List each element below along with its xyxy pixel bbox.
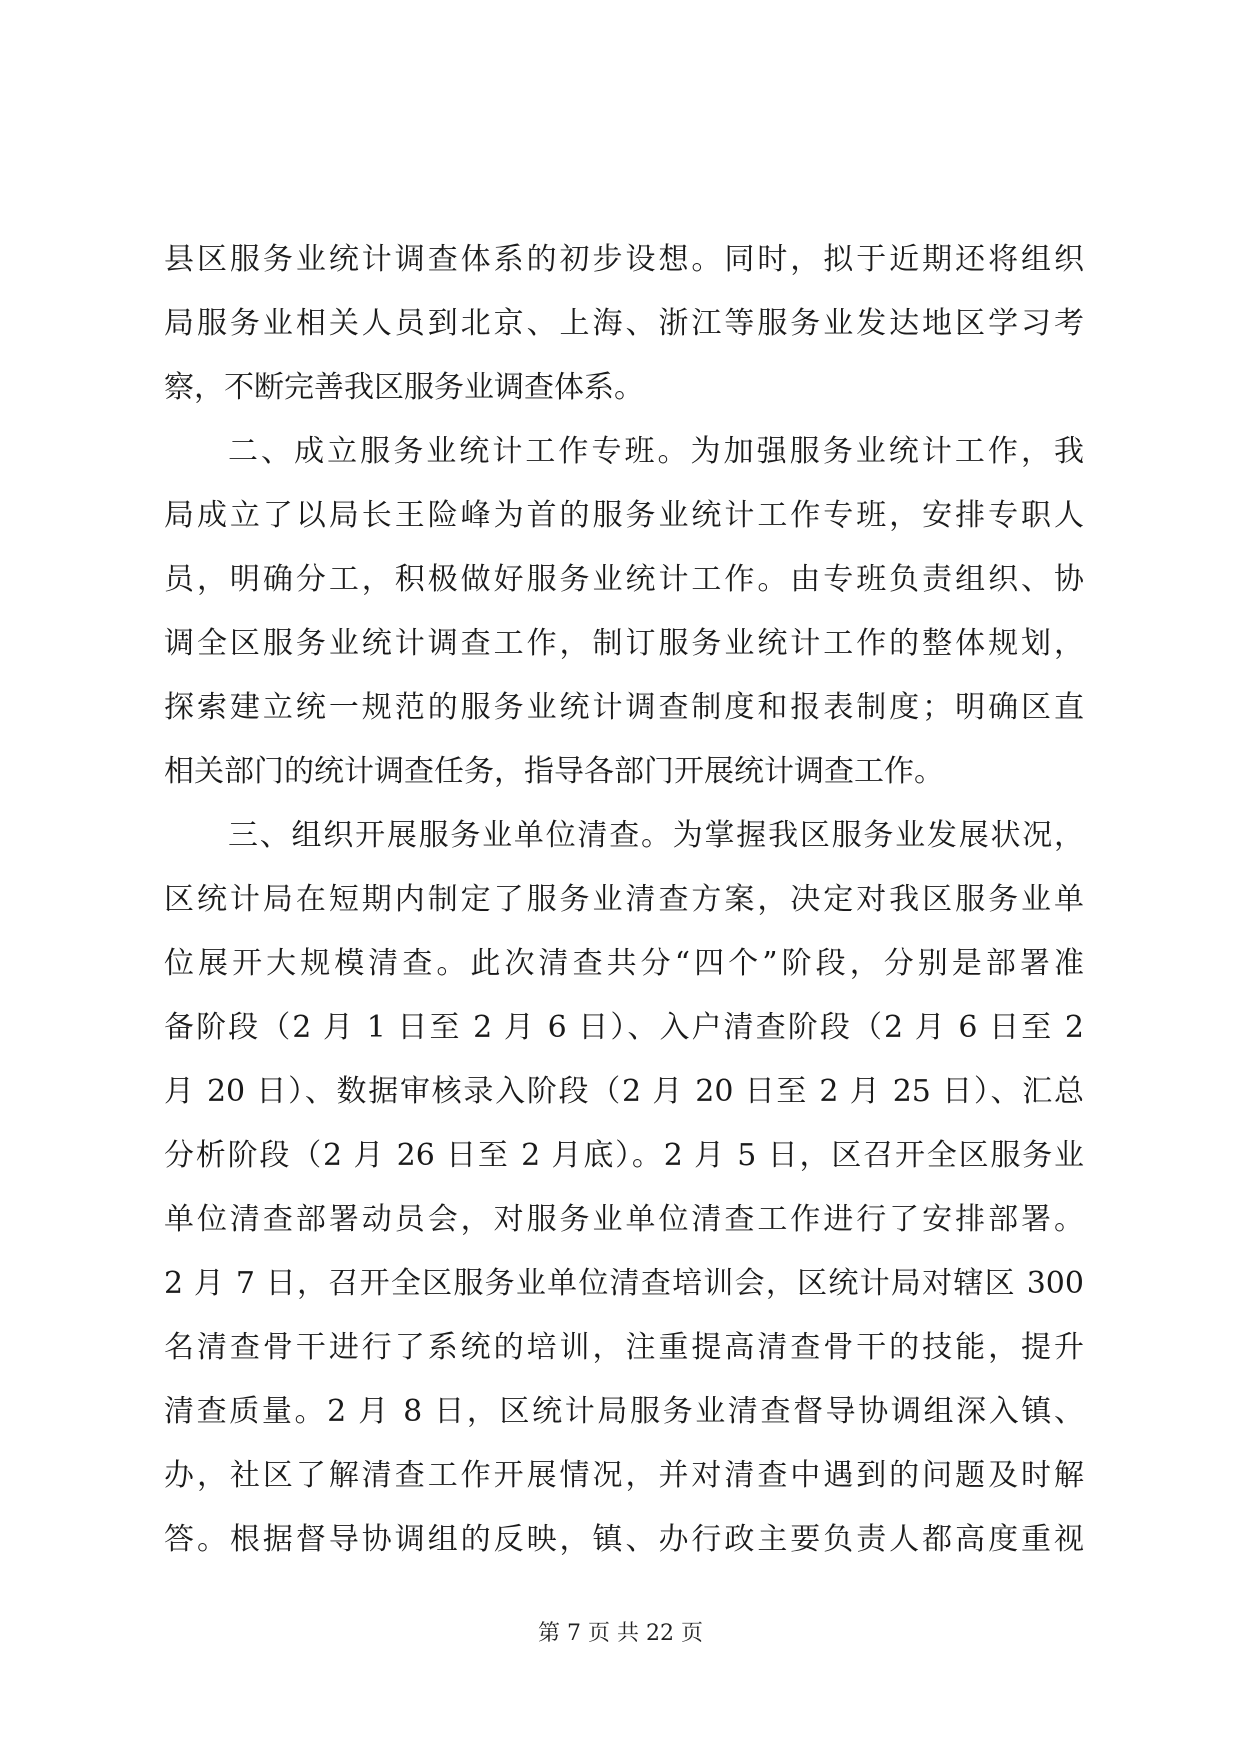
text-line: 办，社区了解清查工作开展情况，并对清查中遇到的问题及时解 xyxy=(164,1458,1084,1493)
text-line: 相关部门的统计调查任务，指导各部门开展统计调查工作。 xyxy=(164,754,944,789)
text-line: 月 20 日）、数据审核录入阶段（2 月 20 日至 2 月 25 日）、汇总 xyxy=(164,1074,1084,1109)
text-line: 区统计局在短期内制定了服务业清查方案，决定对我区服务业单 xyxy=(164,882,1084,917)
section-heading-line: 二、成立服务业统计工作专班。为加强服务业统计工作，我 xyxy=(228,434,1084,469)
text-line: 县区服务业统计调查体系的初步设想。同时，拟于近期还将组织 xyxy=(164,242,1084,277)
text-line: 局服务业相关人员到北京、上海、浙江等服务业发达地区学习考 xyxy=(164,306,1084,341)
text-line: 答。根据督导协调组的反映，镇、办行政主要负责人都高度重视 xyxy=(164,1522,1084,1557)
text-line: 位展开大规模清查。此次清查共分“四个”阶段，分别是部署准 xyxy=(164,946,1084,981)
text-line: 局成立了以局长王险峰为首的服务业统计工作专班，安排专职人 xyxy=(164,498,1084,533)
text-line: 探索建立统一规范的服务业统计调查制度和报表制度；明确区直 xyxy=(164,690,1084,725)
section-heading-line: 三、组织开展服务业单位清查。为掌握我区服务业发展状况， xyxy=(228,818,1084,853)
text-line: 单位清查部署动员会，对服务业单位清查工作进行了安排部署。 xyxy=(164,1202,1084,1237)
text-line: 名清查骨干进行了系统的培训，注重提高清查骨干的技能，提升 xyxy=(164,1330,1084,1365)
text-line: 员，明确分工，积极做好服务业统计工作。由专班负责组织、协 xyxy=(164,562,1084,597)
text-line: 察，不断完善我区服务业调查体系。 xyxy=(164,370,644,405)
text-line: 清查质量。2 月 8 日，区统计局服务业清查督导协调组深入镇、 xyxy=(164,1394,1084,1429)
text-line: 调全区服务业统计调查工作，制订服务业统计工作的整体规划， xyxy=(164,626,1084,661)
page-number-footer: 第 7 页 共 22 页 xyxy=(538,1621,703,1646)
text-line: 2 月 7 日，召开全区服务业单位清查培训会，区统计局对辖区 300 xyxy=(164,1266,1084,1301)
text-line: 分析阶段（2 月 26 日至 2 月底）。2 月 5 日，区召开全区服务业 xyxy=(164,1138,1084,1173)
text-line: 备阶段（2 月 1 日至 2 月 6 日）、入户清查阶段（2 月 6 日至 2 xyxy=(164,1010,1084,1045)
document-body xyxy=(164,228,1084,1572)
